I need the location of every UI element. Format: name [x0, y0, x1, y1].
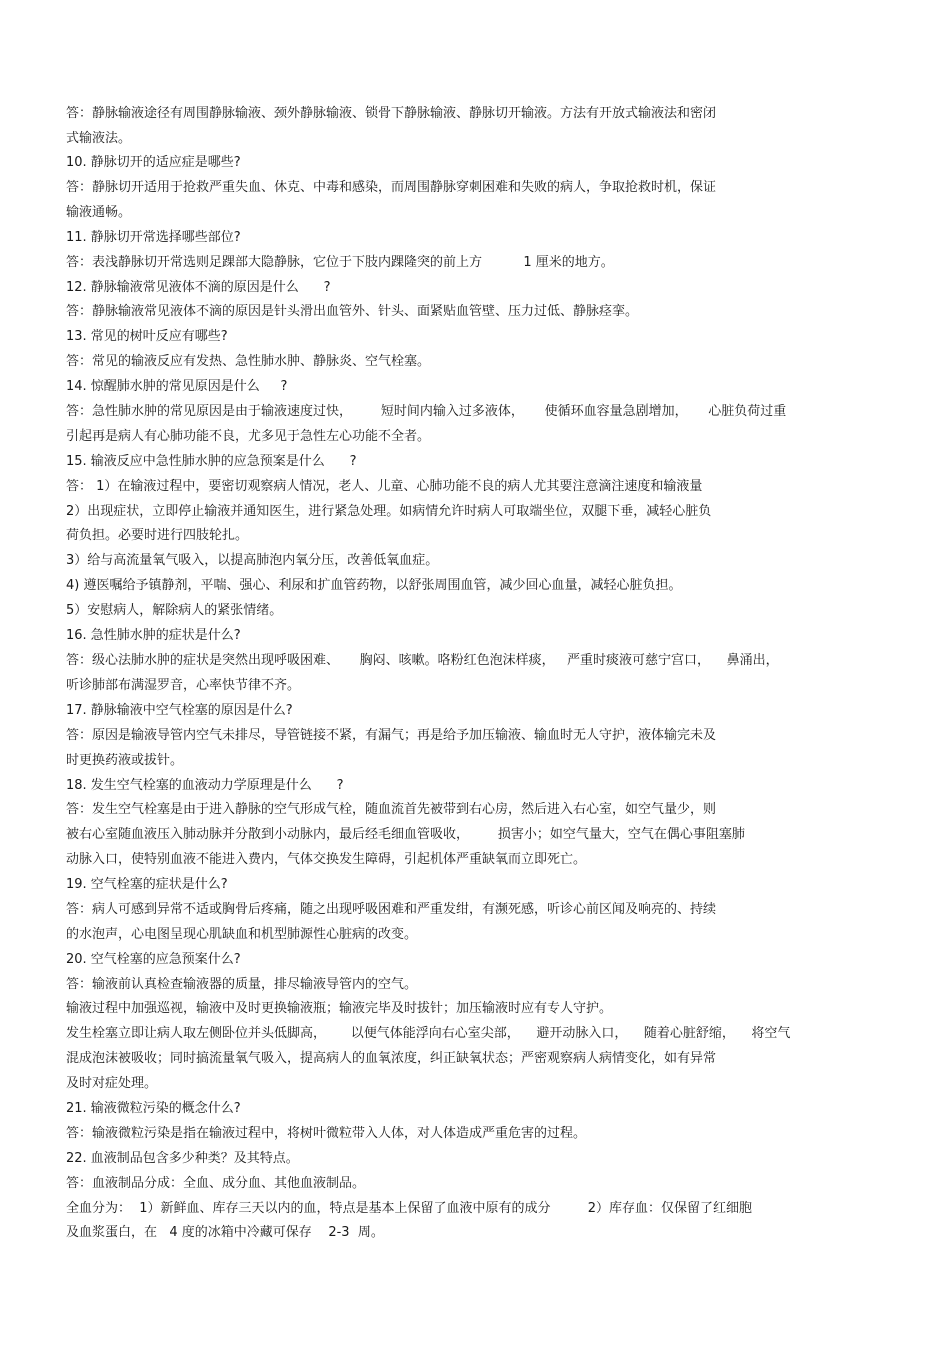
text-line: 时更换药液或拔针。 — [66, 753, 184, 768]
question-heading: 11. 静脉切开常选择哪些部位? — [66, 230, 241, 245]
text-line: 答：静脉输液常见液体不滴的原因是针头滑出血管外、针头、面紧贴血管壁、压力过低、静脉痉挛。 — [66, 304, 639, 319]
question-heading: 18. 发生空气栓塞的血液动力学原理是什么 ? — [66, 778, 344, 793]
text-line: 动脉入口，使特别血液不能进入费内，气体交换发生障碍，引起机体严重缺氧而立即死亡。 — [66, 852, 587, 867]
text-line: 答：静脉输液途径有周围静脉输液、颈外静脉输液、锁骨下静脉输液、静脉切开输液。方法有开放式输液法和密闭 — [66, 106, 717, 121]
text-line: 答：发生空气栓塞是由于进入静脉的空气形成气栓，随血流首先被带到右心房，然后进入右心室，如空气量少，则 — [66, 802, 717, 817]
question-heading: 20. 空气栓塞的应急预案什么? — [66, 952, 241, 967]
text-line: 荷负担。必要时进行四肢轮扎。 — [66, 528, 249, 543]
question-heading: 14. 惊醒肺水肿的常见原因是什么 ? — [66, 379, 288, 394]
question-heading: 22. 血液制品包含多少种类？及其特点。 — [66, 1151, 299, 1166]
question-heading: 12. 静脉输液常见液体不滴的原因是什么 ? — [66, 280, 331, 295]
question-heading: 21. 输液微粒污染的概念什么? — [66, 1101, 241, 1116]
text-line: 5）安慰病人，解除病人的紧张情绪。 — [66, 603, 283, 618]
text-line: 发生栓塞立即让病人取左侧卧位并头低脚高， 以便气体能浮向右心室尖部， 避开动脉入口， 随着心脏舒缩， 将空气 — [66, 1026, 791, 1041]
text-line: 答：输液微粒污染是指在输液过程中，将树叶微粒带入人体，对人体造成严重危害的过程。 — [66, 1126, 587, 1141]
text-line: 答： 1）在输液过程中，要密切观察病人情况，老人、儿童、心肺功能不良的病人尤其要注意滴注速度和输液量 — [66, 479, 703, 494]
text-line: 4) 遵医嘱给予镇静剂，平喘、强心、利尿和扩血管药物，以舒张周围血管，减少回心血量，减轻心脏负担。 — [66, 578, 682, 593]
question-heading: 15. 输液反应中急性肺水肿的应急预案是什么 ? — [66, 454, 357, 469]
question-heading: 10. 静脉切开的适应症是哪些? — [66, 155, 241, 170]
text-line: 的水泡声，心电图呈现心肌缺血和机型肺源性心脏病的改变。 — [66, 927, 418, 942]
text-line: 答：静脉切开适用于抢救严重失血、休克、中毒和感染，而周围静脉穿刺困难和失败的病人，争取抢救时机，保证 — [66, 180, 717, 195]
text-line: 听诊肺部布满湿罗音，心率快节律不齐。 — [66, 678, 301, 693]
text-line: 被右心室随血液压入肺动脉并分散到小动脉内，最后经毛细血管吸收， 损害小；如空气量大，空气在偶心事阻塞肺 — [66, 827, 745, 842]
text-line: 式输液法。 — [66, 131, 132, 146]
text-line: 混成泡沫被吸收；同时搞流量氧气吸入，提高病人的血氧浓度，纠正缺氧状态；严密观察病人病情变化，如有异常 — [66, 1051, 717, 1066]
text-line: 答：病人可感到异常不适或胸骨后疼痛，随之出现呼吸困难和严重发绀，有濒死感，听诊心前区闻及响亮的、持续 — [66, 902, 717, 917]
text-line: 及血浆蛋白，在 4 度的冰箱中冷藏可保存 2-3 周。 — [66, 1225, 384, 1240]
text-line: 引起再是病人有心肺功能不良，尤多见于急性左心功能不全者。 — [66, 429, 431, 444]
text-line: 2）出现症状，立即停止输液并通知医生，进行紧急处理。如病情允许时病人可取端坐位，双腿下垂，减轻心脏负 — [66, 504, 712, 519]
text-line: 答：表浅静脉切开常选则足踝部大隐静脉，它位于下肢内踝隆突的前上方 1 厘米的地方。 — [66, 255, 614, 270]
question-heading: 19. 空气栓塞的症状是什么? — [66, 877, 228, 892]
text-line: 答：级心法肺水肿的症状是突然出现呼吸困难、 胸闷、咳嗽。咯粉红色泡沫样痰， 严重时痰液可慈宁宫口， 鼻涌出， — [66, 653, 779, 668]
text-line: 全血分为： 1）新鲜血、库存三天以内的血，特点是基本上保留了血液中原有的成分 2）库存血：仅保留了红细胞 — [66, 1201, 752, 1216]
text-line: 输液通畅。 — [66, 205, 132, 220]
text-line: 答：常见的输液反应有发热、急性肺水肿、静脉炎、空气栓塞。 — [66, 354, 431, 369]
question-heading: 16. 急性肺水肿的症状是什么? — [66, 628, 241, 643]
text-line: 答：原因是输液导管内空气未排尽，导管链接不紧，有漏气；再是给予加压输液、输血时无人守护，液体输完未及 — [66, 728, 717, 743]
question-heading: 17. 静脉输液中空气栓塞的原因是什么? — [66, 703, 293, 718]
text-line: 答：急性肺水肿的常见原因是由于输液速度过快， 短时间内输入过多液体， 使循环血容量急剧增加， 心脏负荷过重 — [66, 404, 787, 419]
text-line: 输液过程中加强巡视，输液中及时更换输液瓶；输液完毕及时拔针；加压输液时应有专人守护。 — [66, 1001, 613, 1016]
text-line: 3）给与高流量氧气吸入，以提高肺泡内氧分压，改善低氧血症。 — [66, 553, 439, 568]
question-heading: 13. 常见的树叶反应有哪些? — [66, 329, 228, 344]
text-line: 答：输液前认真检查输液器的质量，排尽输液导管内的空气。 — [66, 977, 418, 992]
text-line: 答：血液制品分成：全血、成分血、其他血液制品。 — [66, 1176, 366, 1191]
text-line: 及时对症处理。 — [66, 1076, 158, 1091]
